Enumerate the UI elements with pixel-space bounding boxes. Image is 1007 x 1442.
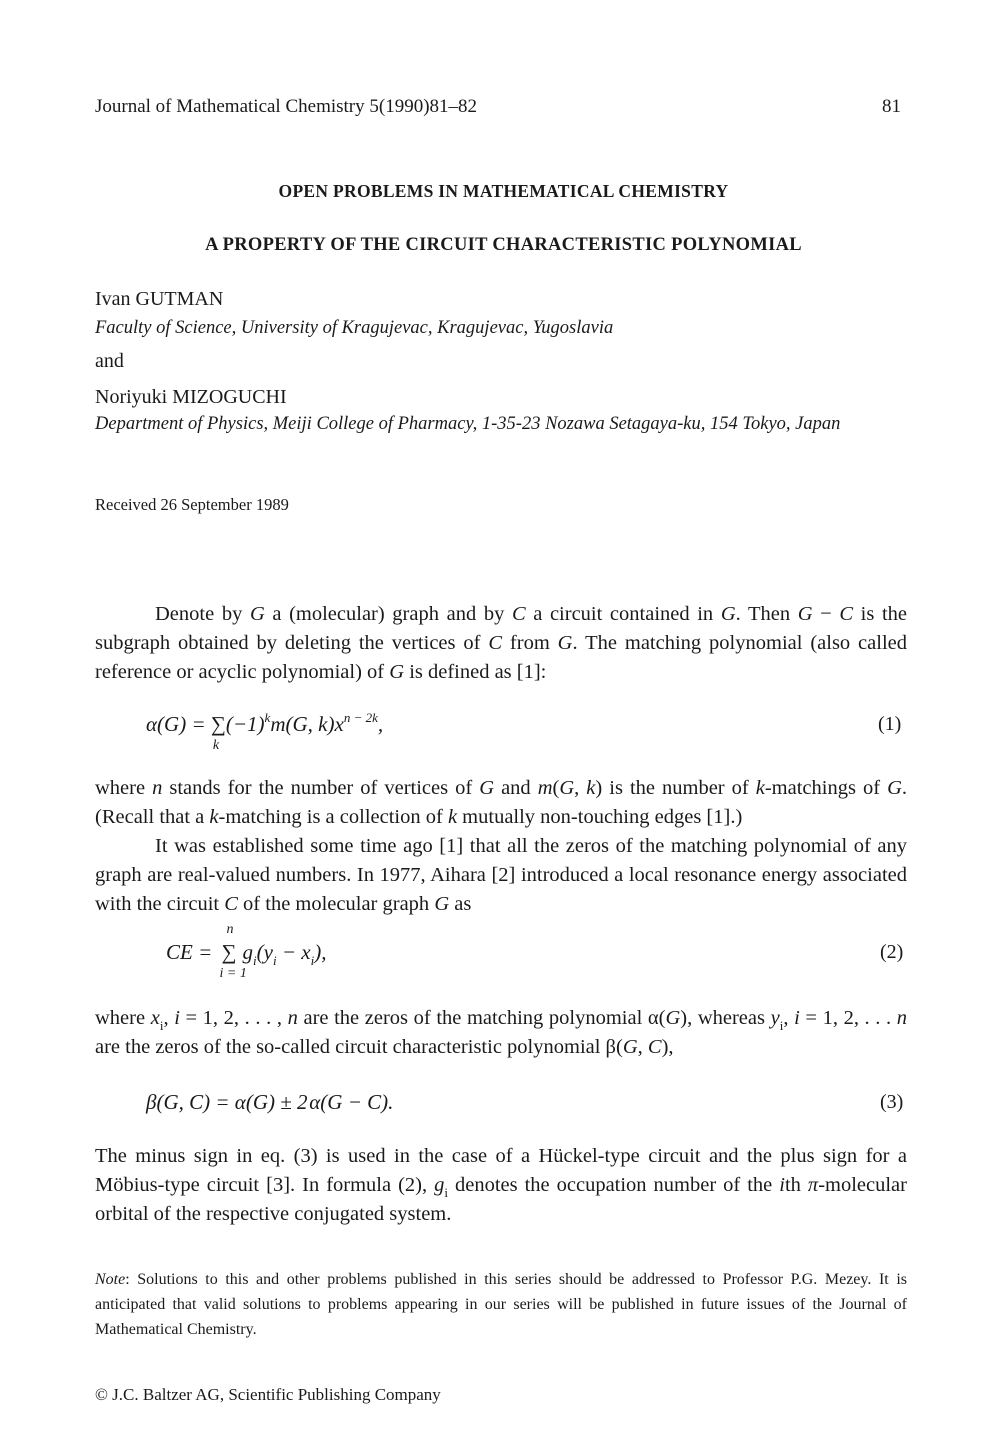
page-number: 81 (882, 96, 901, 117)
and-separator: and (95, 350, 124, 372)
editorial-note (95, 1267, 907, 1342)
equation-2: CE = ∑ n i = 1 $g_i(y_i - x_i)$, (166, 922, 327, 981)
copyright-notice: © J.C. Baltzer AG, Scientific Publishing Company (95, 1385, 441, 1404)
author-affiliation: Faculty of Science, University of Kragujevac, Kragujevac, Yugoslavia (95, 318, 614, 338)
author-name: Noriyuki MIZOGUCHI (95, 386, 287, 408)
paragraph: The minus sign in eq. (3) is used in the case of a Hückel-type circuit and the plus sign for a Möbius-type circuit [3]. In formula (2), $g_i$ denotes the occupation number of the ith π-molecular orbital of the respective conjugated system. (95, 1145, 907, 1225)
paragraph: Denote by G a (molecular) graph and by C a circuit contained in G. Then G − C is the subgraph obtained by deleting the vertices of C from G. The matching polynomial (also called reference or acyclic polynomial) of G is defined as [1]: (95, 603, 907, 683)
note-text: : Solutions to this and other problems published in this series should be addressed to Professor P.G. Mezey. It is anticipated that valid solutions to problems appearing in our series will be published in future issues of the Journal of Mathematical Chemistry. (95, 1271, 907, 1338)
equation-number: (3) (880, 1091, 904, 1113)
equation-1: α(G) = ∑ k $(-1)^km(G$, $k)x^{n - 2k}$, (146, 710, 384, 753)
author-name: Ivan GUTMAN (95, 288, 224, 310)
paper-title: A PROPERTY OF THE CIRCUIT CHARACTERISTIC POLYNOMIAL (205, 235, 802, 255)
received-date: Received 26 September 1989 (95, 495, 289, 514)
author-affiliation: Department of Physics, Meiji College of Pharmacy, 1-35-23 Nozawa Setagaya-ku, 154 Tokyo, Japan (95, 414, 841, 434)
equation-number: (2) (880, 941, 904, 963)
equation-3: β(G, C) = α(G) ± 2 α(G − C). (146, 1090, 394, 1114)
note-label: Note (95, 1271, 126, 1288)
journal-citation: Journal of Mathematical Chemistry 5(1990)81–82 (95, 96, 478, 117)
paragraph: where n stands for the number of vertices of G and m(G, k) is the number of k-matchings of G. (Recall that a k-matching is a collection of k mutually non-touching edges [1].) It was established some time ago [1] that all the zeros of the matching polynomial of any graph are real-valued numbers. In 1977, Aihara [2] introduced a local resonance energy associated with the circuit C of the molecular graph G as (95, 777, 908, 915)
series-title: OPEN PROBLEMS IN MATHEMATICAL CHEMISTRY (278, 181, 729, 201)
paragraph: where $x_i$, i = 1, 2, . . . , n are the zeros of the matching polynomial α(G), whereas $y_i$, i = 1, 2, . . . n are the zeros of the so-called circuit characteristic polynomial β(G, C), (95, 1007, 908, 1058)
equation-number: (1) (878, 713, 902, 735)
